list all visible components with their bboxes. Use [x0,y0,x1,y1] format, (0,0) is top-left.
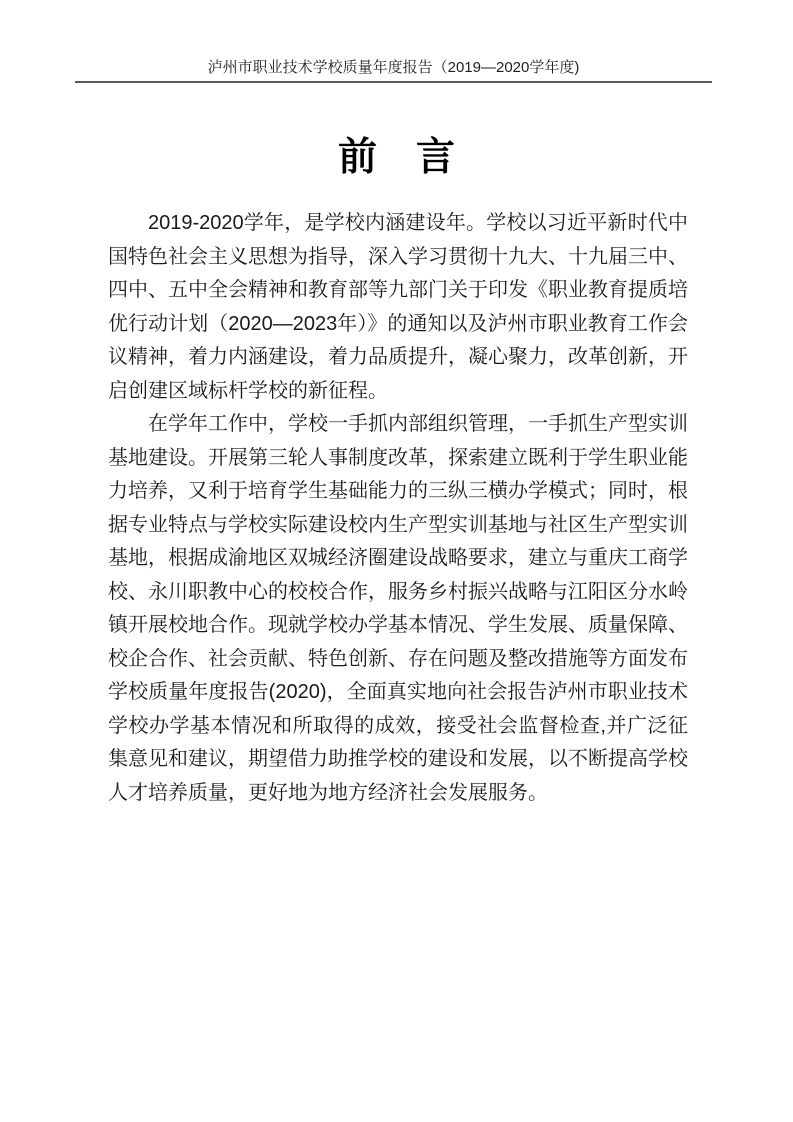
paragraph-1: 2019-2020学年，是学校内涵建设年。学校以习近平新时代中国特色社会主义思想为指导，深入学习贯彻十九大、十九届三中、四中、五中全会精神和教育部等九部门关于印发《职业教育提质培优行动计划（2020—2023年）》的通知以及泸州市职业教育工作会议精神，着力内涵建设，着力品质提升，凝心聚力，改革创新，开启创建区域标杆学校的新征程。 [108,212,688,402]
header-title: 泸州市职业技术学校质量年度报告（2019—2020学年度) [207,59,580,76]
document-title: 前 言 [337,136,455,179]
document-body [108,207,688,810]
paragraph-2: 在学年工作中，学校一手抓内部组织管理，一手抓生产型实训基地建设。开展第三轮人事制度改革，探索建立既利于学生职业能力培养，又利于培育学生基础能力的三纵三横办学模式；同时，根据专业特点与学校实际建设校内生产型实训基地与社区生产型实训基地，根据成渝地区双城经济圈建设战略要求，建立与重庆工商学校、永川职教中心的校校合作，服务乡村振兴战略与江阳区分水岭镇开展校地合作。现就学校办学基本情况、学生发展、质量保障、校企合作、社会贡献、特色创新、存在问题及整改措施等方面发布学校质量年度报告(2020)，全面真实地向社会报告泸州市职业技术学校办学基本情况和所取得的成效，接受社会监督检查,并广泛征集意见和建议，期望借力助推学校的建设和发展，以不断提高学校人才培养质量，更好地为地方经济社会发展服务。 [108,413,688,804]
page-header [75,58,712,83]
